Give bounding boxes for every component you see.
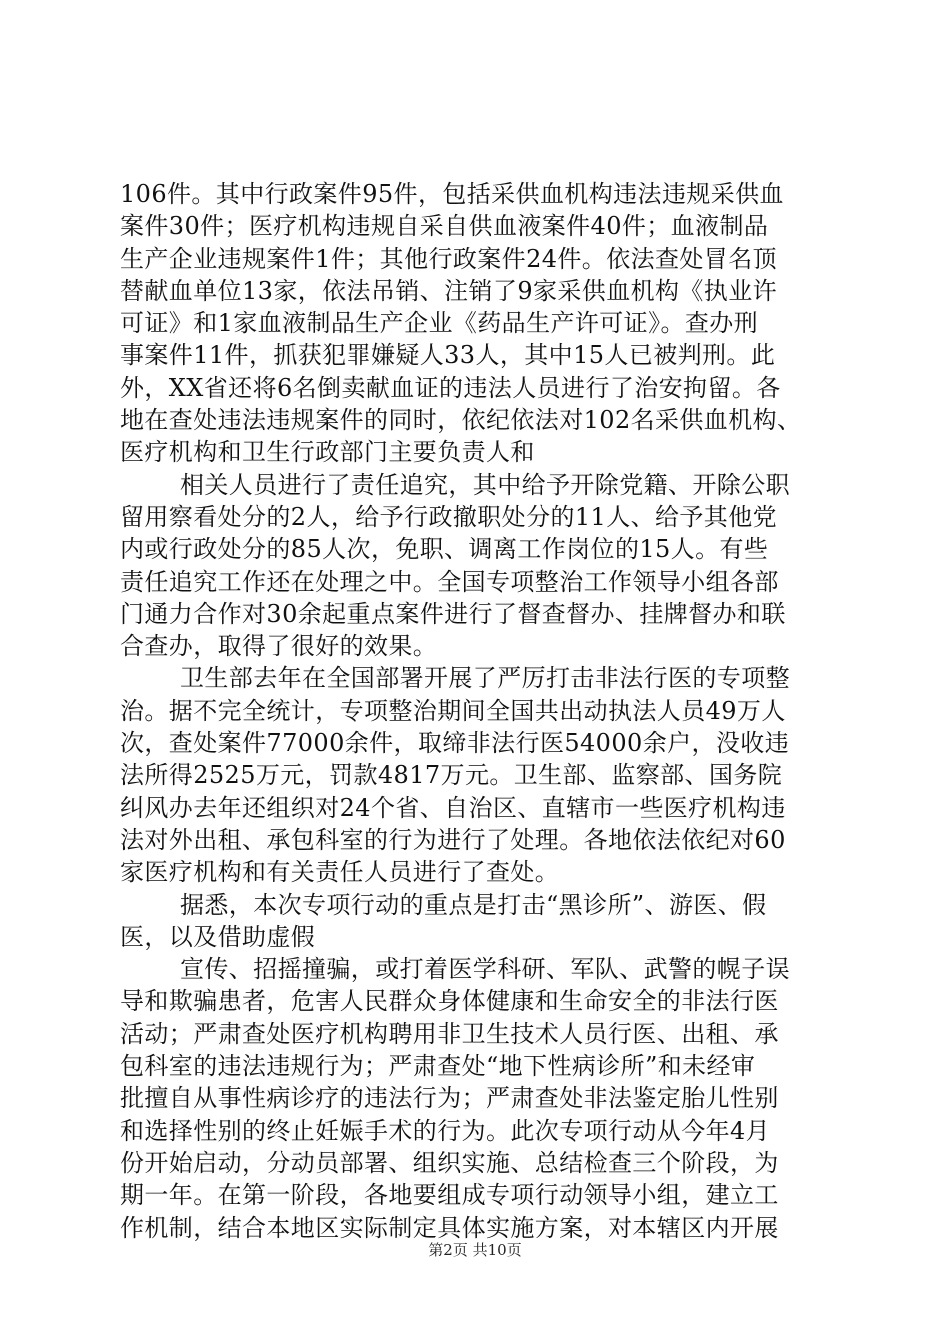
text-line: 生产企业违规案件1件；其他行政案件24件。依法查处冒名顶 xyxy=(120,244,778,273)
paragraph-first-line: 相关人员进行了责任追究，其中给予开除党籍、开除公职 xyxy=(180,470,790,499)
text-line: 106件。其中行政案件95件，包括采供血机构违法违规采供血 xyxy=(120,180,784,208)
text-line: 法对外出租、承包科室的行为进行了处理。各地依法依纪对60 xyxy=(120,825,786,854)
text-line: 纠风办去年还组织对24个省、自治区、直辖市一些医疗机构违 xyxy=(120,793,786,822)
text-line: 责任追究工作还在处理之中。全国专项整治工作领导小组各部 xyxy=(120,567,779,596)
text-line: 次，查处案件77000余件，取缔非法行医54000余户，没收违 xyxy=(120,729,790,758)
paragraph-first-line: 据悉，本次专项行动的重点是打击“黑诊所”、游医、假 xyxy=(180,890,767,919)
text-line: 外，XX省还将6名倒卖献血证的违法人员进行了治安拘留。各 xyxy=(120,373,781,402)
text-line: 期一年。在第一阶段，各地要组成专项行动领导小组，建立工 xyxy=(120,1181,779,1210)
text-line: 留用察看处分的2人，给予行政撤职处分的11人、给予其他党 xyxy=(120,502,778,531)
text-line: 合查办，取得了很好的效果。 xyxy=(120,632,438,661)
page-number-footer: 第2页 共10页 xyxy=(428,1241,522,1259)
text-line: 案件30件；医疗机构违规自采自供血液案件40件；血液制品 xyxy=(120,212,769,241)
text-line: 家医疗机构和有关责任人员进行了查处。 xyxy=(120,858,560,887)
text-line: 和选择性别的终止妊娠手术的行为。此次专项行动从今年4月 xyxy=(120,1116,771,1145)
text-line: 导和欺骗患者，危害人民群众身体健康和生命安全的非法行医 xyxy=(120,987,779,1016)
text-line: 法所得2525万元，罚款4817万元。卫生部、监察部、国务院 xyxy=(120,761,783,790)
text-line: 地在查处违法违规案件的同时，依纪依法对102名采供血机构、 xyxy=(120,406,802,435)
text-line: 份开始启动，分动员部署、组织实施、总结检查三个阶段，为 xyxy=(120,1148,779,1177)
text-line: 治。据不完全统计，专项整治期间全国共出动执法人员49万人 xyxy=(120,696,786,725)
text-line: 活动；严肃查处医疗机构聘用非卫生技术人员行医、出租、承 xyxy=(120,1019,779,1048)
paragraph-first-line: 卫生部去年在全国部署开展了严厉打击非法行医的专项整 xyxy=(180,664,790,693)
paragraph-first-line: 宣传、招摇撞骗，或打着医学科研、军队、武警的幌子误 xyxy=(180,955,790,984)
text-line: 医，以及借助虚假 xyxy=(120,922,316,951)
text-line: 内或行政处分的85人次，免职、调离工作岗位的15人。有些 xyxy=(120,535,769,564)
text-line: 包科室的违法违规行为；严肃查处“地下性病诊所”和未经审 xyxy=(120,1052,756,1081)
text-line: 作机制，结合本地区实际制定具体实施方案，对本辖区内开展 xyxy=(120,1213,779,1242)
text-line: 门通力合作对30余起重点案件进行了督查督办、挂牌督办和联 xyxy=(120,599,786,628)
text-line: 医疗机构和卫生行政部门主要负责人和 xyxy=(120,438,535,467)
text-line: 可证》和1家血液制品生产企业《药品生产许可证》。查办刑 xyxy=(120,309,759,338)
text-line: 批擅自从事性病诊疗的违法行为；严肃查处非法鉴定胎儿性别 xyxy=(120,1084,779,1113)
text-line: 替献血单位13家，依法吊销、注销了9家采供血机构《执业许 xyxy=(120,276,778,305)
body-text xyxy=(120,178,832,1244)
text-line: 事案件11件，抓获犯罪嫌疑人33人，其中15人已被判刑。此 xyxy=(120,341,776,370)
